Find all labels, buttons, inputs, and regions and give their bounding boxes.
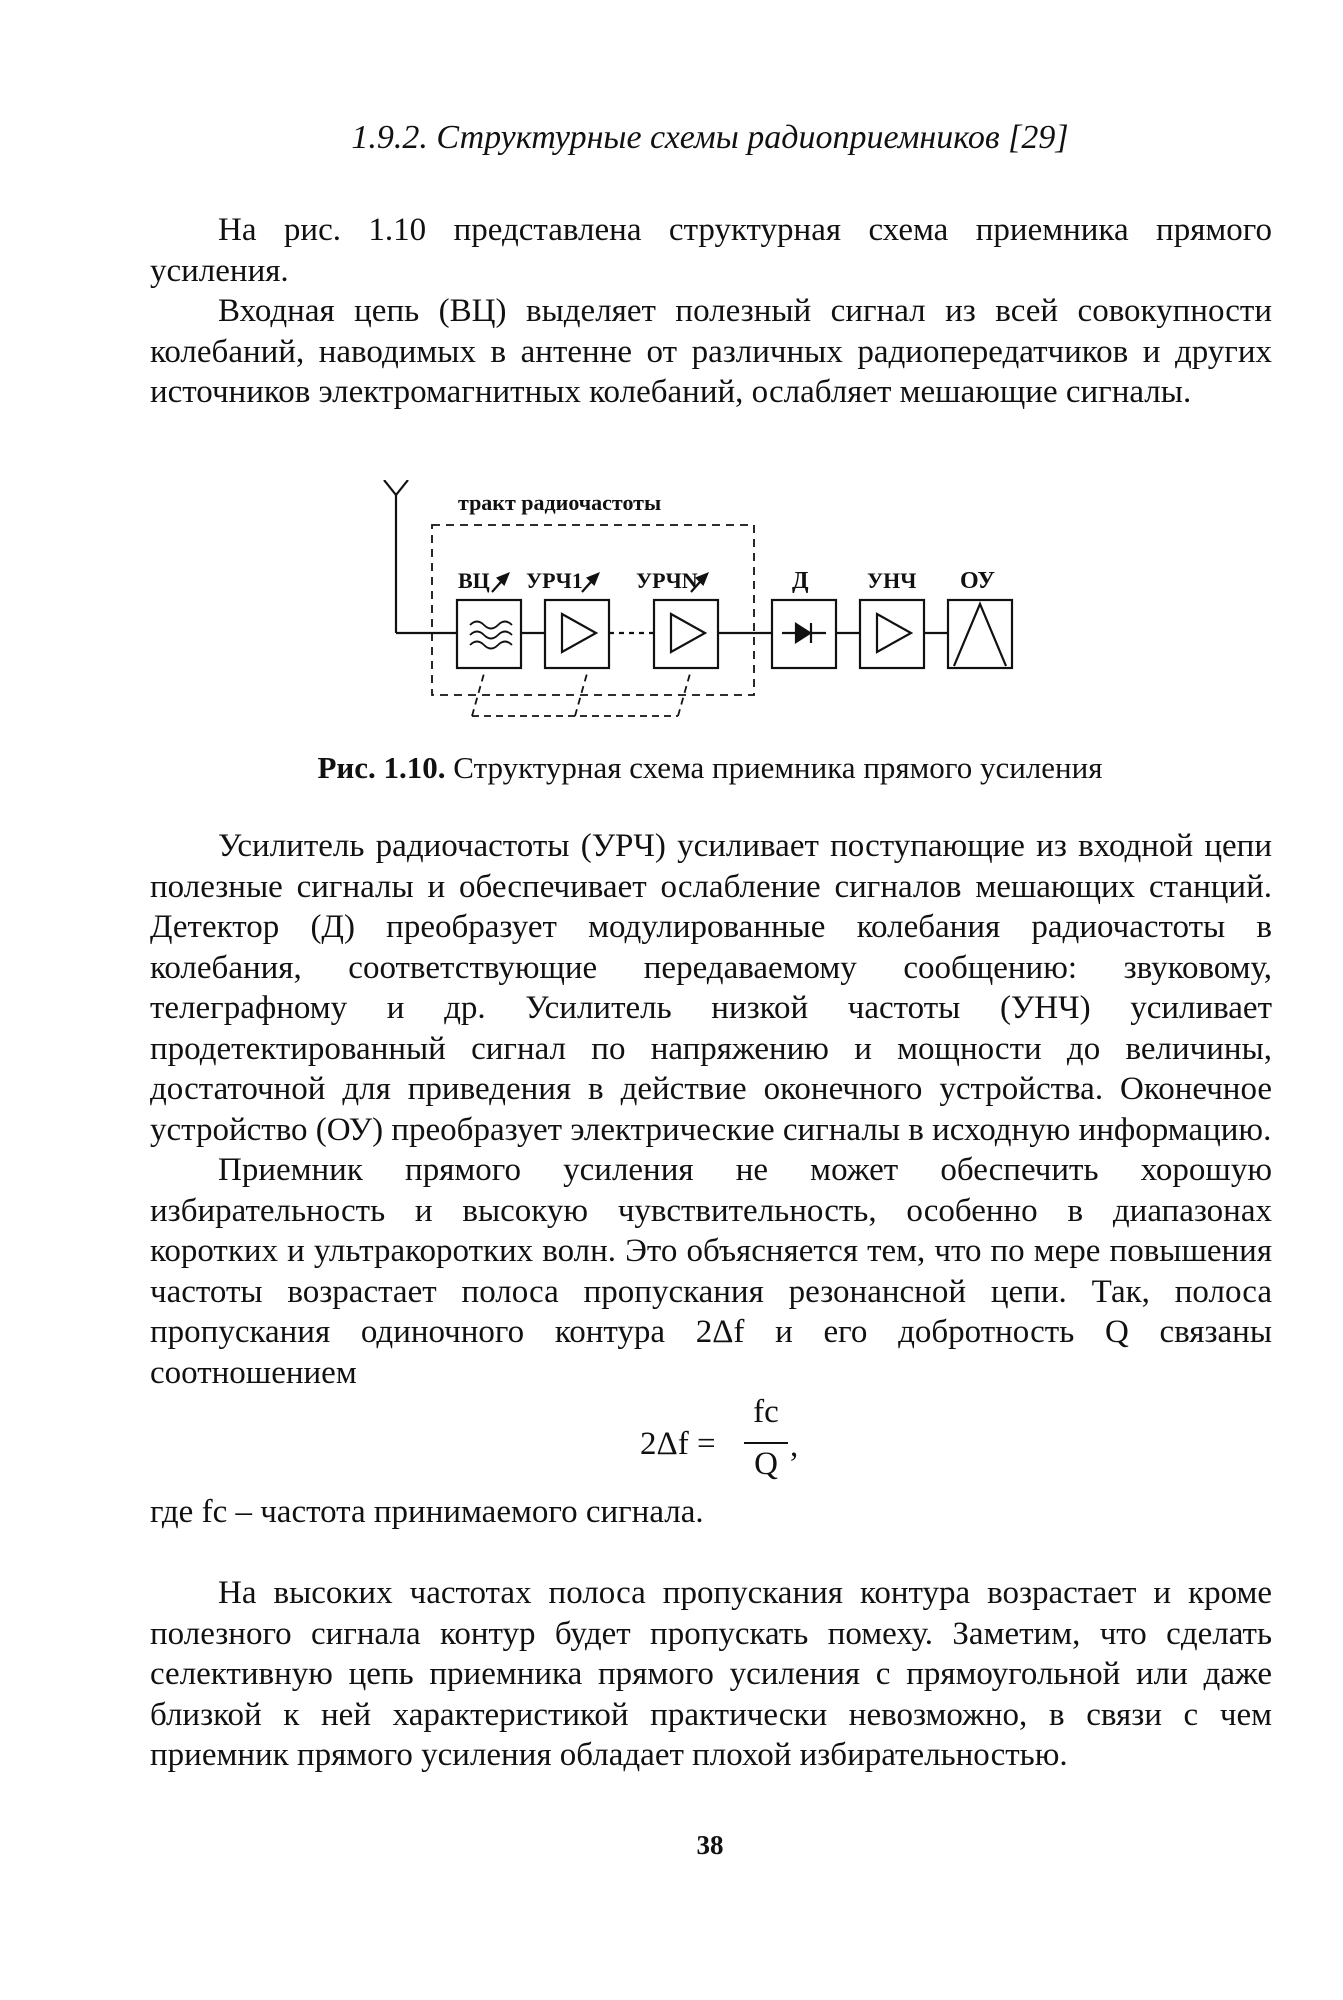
label-urch1: УРЧ1 bbox=[526, 568, 583, 593]
page-number: 38 bbox=[696, 1830, 724, 1860]
antenna-icon bbox=[384, 480, 457, 633]
formula-lhs: 2Δf = bbox=[640, 1426, 716, 1462]
rf-tract-frame bbox=[432, 525, 754, 695]
paragraph-selectivity: Приемник прямого усиления не может обеспечить хорошую избирательность и высокую чувствительность, особенно в диапазонах коротких и ультракоротких волн. Это объясняется тем, что по мере повышения частоты возрастает полоса пропускания резонансной цепи. Так, полоса пропускания одиночного контура 2Δf и его добротность Q связаны соотношением bbox=[150, 1152, 1272, 1391]
label-ou: ОУ bbox=[960, 568, 995, 594]
amplifier-icon bbox=[877, 614, 911, 652]
unch-block bbox=[860, 600, 924, 668]
label-unch: УНЧ bbox=[867, 568, 917, 593]
label-vc: ВЦ bbox=[458, 568, 490, 593]
amplifier-icon bbox=[562, 614, 596, 652]
urchn-block bbox=[654, 600, 718, 668]
label-detector: Д bbox=[792, 568, 809, 594]
paragraph-intro: На рис. 1.10 представлена структурная схема приемника прямого усиления. bbox=[150, 212, 1272, 289]
fraction-bar bbox=[744, 1442, 788, 1444]
bandwidth-formula bbox=[640, 1394, 810, 1494]
tract-label: тракт радиочастоты bbox=[458, 490, 662, 515]
formula-trailing: , bbox=[790, 1428, 799, 1464]
figure-caption bbox=[150, 748, 1270, 788]
block-diagram bbox=[380, 480, 1070, 730]
figure-caption-label: Рис. 1.10. bbox=[317, 750, 446, 785]
paragraph-input-circuit: Входная цепь (ВЦ) выделяет полезный сигнал из всей совокупности колебаний, наводимых в антенне от различных радиопередатчиков и других источников электромагнитных колебаний, ослабляет мешающие сигналы. bbox=[150, 293, 1272, 410]
formula-numerator: fc bbox=[753, 1394, 779, 1430]
diode-icon bbox=[782, 623, 826, 643]
urch1-block bbox=[545, 600, 609, 668]
filter-icon bbox=[470, 622, 512, 649]
formula-denominator: Q bbox=[754, 1446, 778, 1482]
figure-caption-text: Структурная схема приемника прямого усиления bbox=[453, 750, 1103, 785]
paragraph-high-frequencies: На высоких частотах полоса пропускания контура возрастает и кроме полезного сигнала контур будет пропускать помеху. Заметим, что сделать селективную цепь приемника прямого усиления с прямоугольной или даже близкой к ней характеристикой практически невозможно, в связи с чем приемник прямого усиления обладает плохой избирательностью. bbox=[150, 1575, 1272, 1773]
output-device-icon bbox=[954, 604, 1006, 666]
ganged-tuning-linkage bbox=[472, 670, 691, 716]
section-heading: 1.9.2. Структурные схемы радиоприемников [29] bbox=[351, 119, 1069, 156]
paragraph-fc-definition: где fc – частота принимаемого сигнала. bbox=[150, 1494, 704, 1530]
amplifier-icon bbox=[671, 614, 705, 652]
label-urchn: УРЧN bbox=[636, 568, 698, 593]
paragraph-rf-amplifier: Усилитель радиочастоты (УРЧ) усиливает поступающие из входной цепи полезные сигналы и обеспечивает ослабление сигналов мешающих станций. Детектор (Д) преобразует модулированные колебания радиочастоты в колебания, соответствующие передаваемому сообщению: звуковому, телеграфному и др. Усилитель низкой частоты (УНЧ) усиливает продетектированный сигнал по напряжению и мощности до величины, достаточной для приведения в действие оконечного устройства. Оконечное устройство (ОУ) преобразует электрические сигналы в исходную информацию. bbox=[150, 828, 1272, 1148]
